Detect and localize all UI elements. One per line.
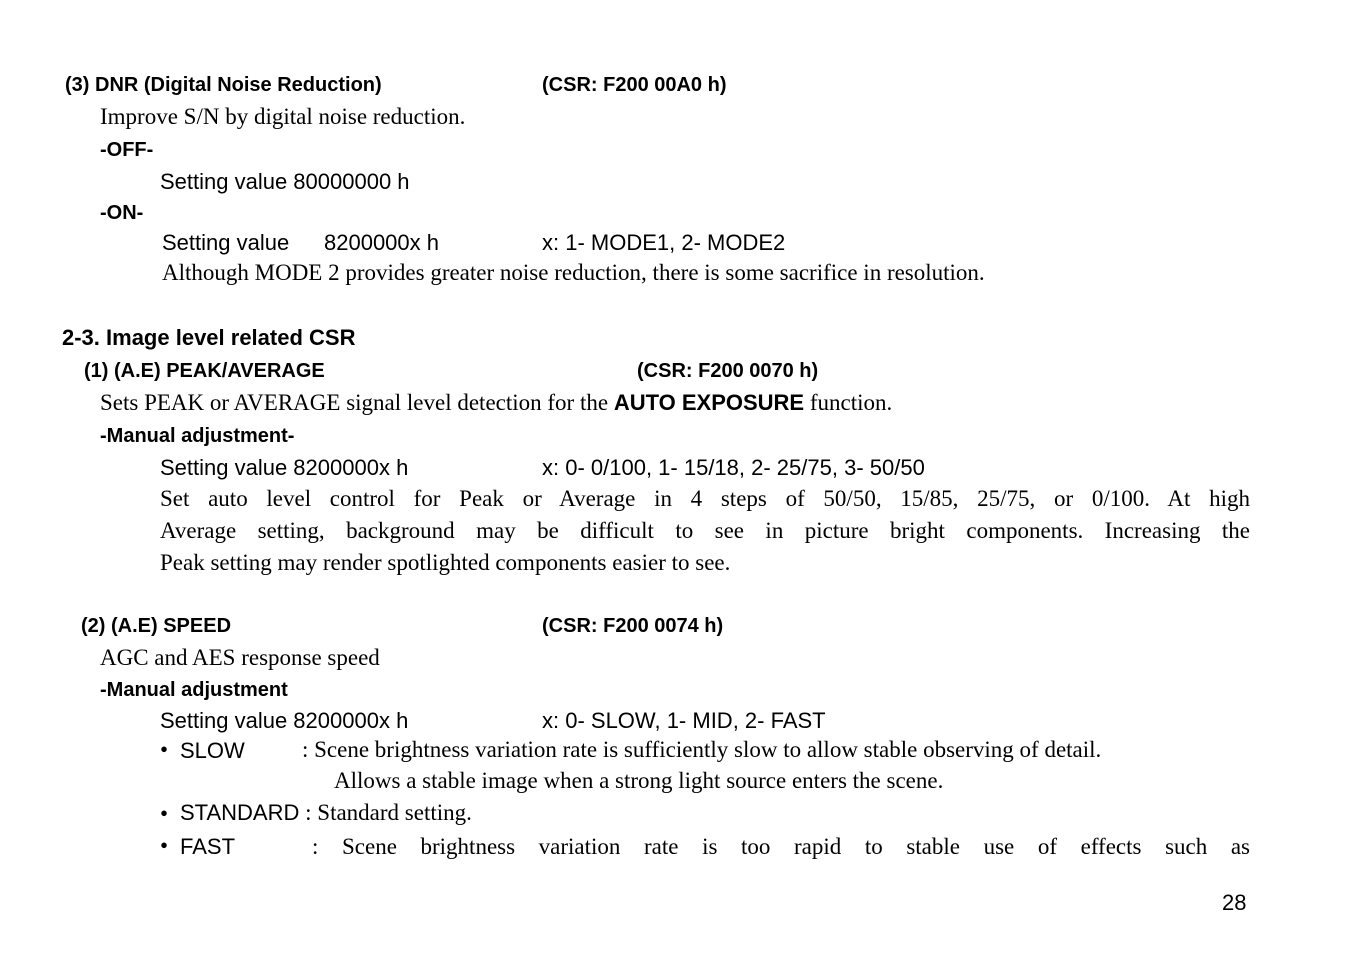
peak-average-options: x: 0- 0/100, 1- 15/18, 2- 25/75, 3- 50/50: [542, 455, 925, 480]
bullet-dot-icon: •: [160, 737, 169, 762]
dnr-on-label: -ON-: [100, 202, 144, 224]
auto-exposure-emphasis: AUTO EXPOSURE: [613, 390, 805, 415]
peak-average-csr-address: (CSR: F200 0070 h): [637, 360, 819, 382]
bullet-slow-text-continued: Allows a stable image when a strong light source enters the scene.: [334, 768, 944, 793]
peak-average-setting: Setting value 8200000x h: [160, 455, 409, 480]
dnr-off-setting: Setting value 80000000 h: [160, 169, 410, 194]
speed-description: AGC and AES response speed: [100, 645, 380, 670]
peak-average-paragraph-line-3: Peak setting may render spotlighted components easier to see.: [160, 550, 731, 575]
speed-options: x: 0- SLOW, 1- MID, 2- FAST: [542, 708, 826, 733]
page-number: 28: [1222, 890, 1247, 915]
speed-csr-address: (CSR: F200 0074 h): [542, 615, 724, 637]
section-title: 2-3. Image level related CSR: [62, 325, 356, 350]
dnr-description: Improve S/N by digital noise reduction.: [100, 104, 466, 129]
dnr-on-options: x: 1- MODE1, 2- MODE2: [542, 230, 786, 255]
peak-average-heading: (1) (A.E) PEAK/AVERAGE: [84, 360, 325, 382]
bullet-fast-name: FAST: [180, 834, 236, 859]
bullet-fast-text: : Scene brightness variation rate is too rapid to stable use of effects such as: [312, 834, 1250, 859]
speed-heading: (2) (A.E) SPEED: [81, 615, 232, 637]
speed-manual-label: -Manual adjustment: [100, 679, 288, 701]
bullet-dot-icon: •: [160, 833, 169, 858]
description-text: Sets PEAK or AVERAGE signal level detection for the: [100, 390, 614, 415]
bullet-standard-text: : Standard setting.: [305, 800, 472, 825]
dnr-off-label: -OFF-: [100, 139, 154, 161]
dnr-csr-address: (CSR: F200 00A0 h): [542, 74, 727, 96]
dnr-on-setting-value: 8200000x h: [324, 230, 439, 255]
speed-setting: Setting value 8200000x h: [160, 708, 409, 733]
dnr-note: Although MODE 2 provides greater noise reduction, there is some sacrifice in resolution.: [162, 260, 985, 285]
peak-average-paragraph-line-1: Set auto level control for Peak or Average in 4 steps of 50/50, 15/85, 25/75, or 0/100. At high: [160, 486, 1250, 511]
dnr-on-setting-label: Setting value: [162, 230, 290, 255]
bullet-standard-name: STANDARD: [180, 800, 300, 825]
bullet-dot-icon: •: [160, 801, 169, 826]
description-text-end: function.: [804, 390, 893, 415]
dnr-heading: (3) DNR (Digital Noise Reduction): [65, 74, 382, 96]
bullet-slow-name: SLOW: [180, 738, 245, 763]
bullet-standard: [180, 800, 472, 826]
bullet-slow-text: : Scene brightness variation rate is sufficiently slow to allow stable observing of detail.: [302, 737, 1102, 762]
peak-average-description: [100, 390, 892, 416]
peak-average-paragraph-line-2: Average setting, background may be difficult to see in picture bright components. Increasing the: [160, 518, 1250, 543]
peak-average-manual-label: -Manual adjustment-: [100, 425, 295, 447]
